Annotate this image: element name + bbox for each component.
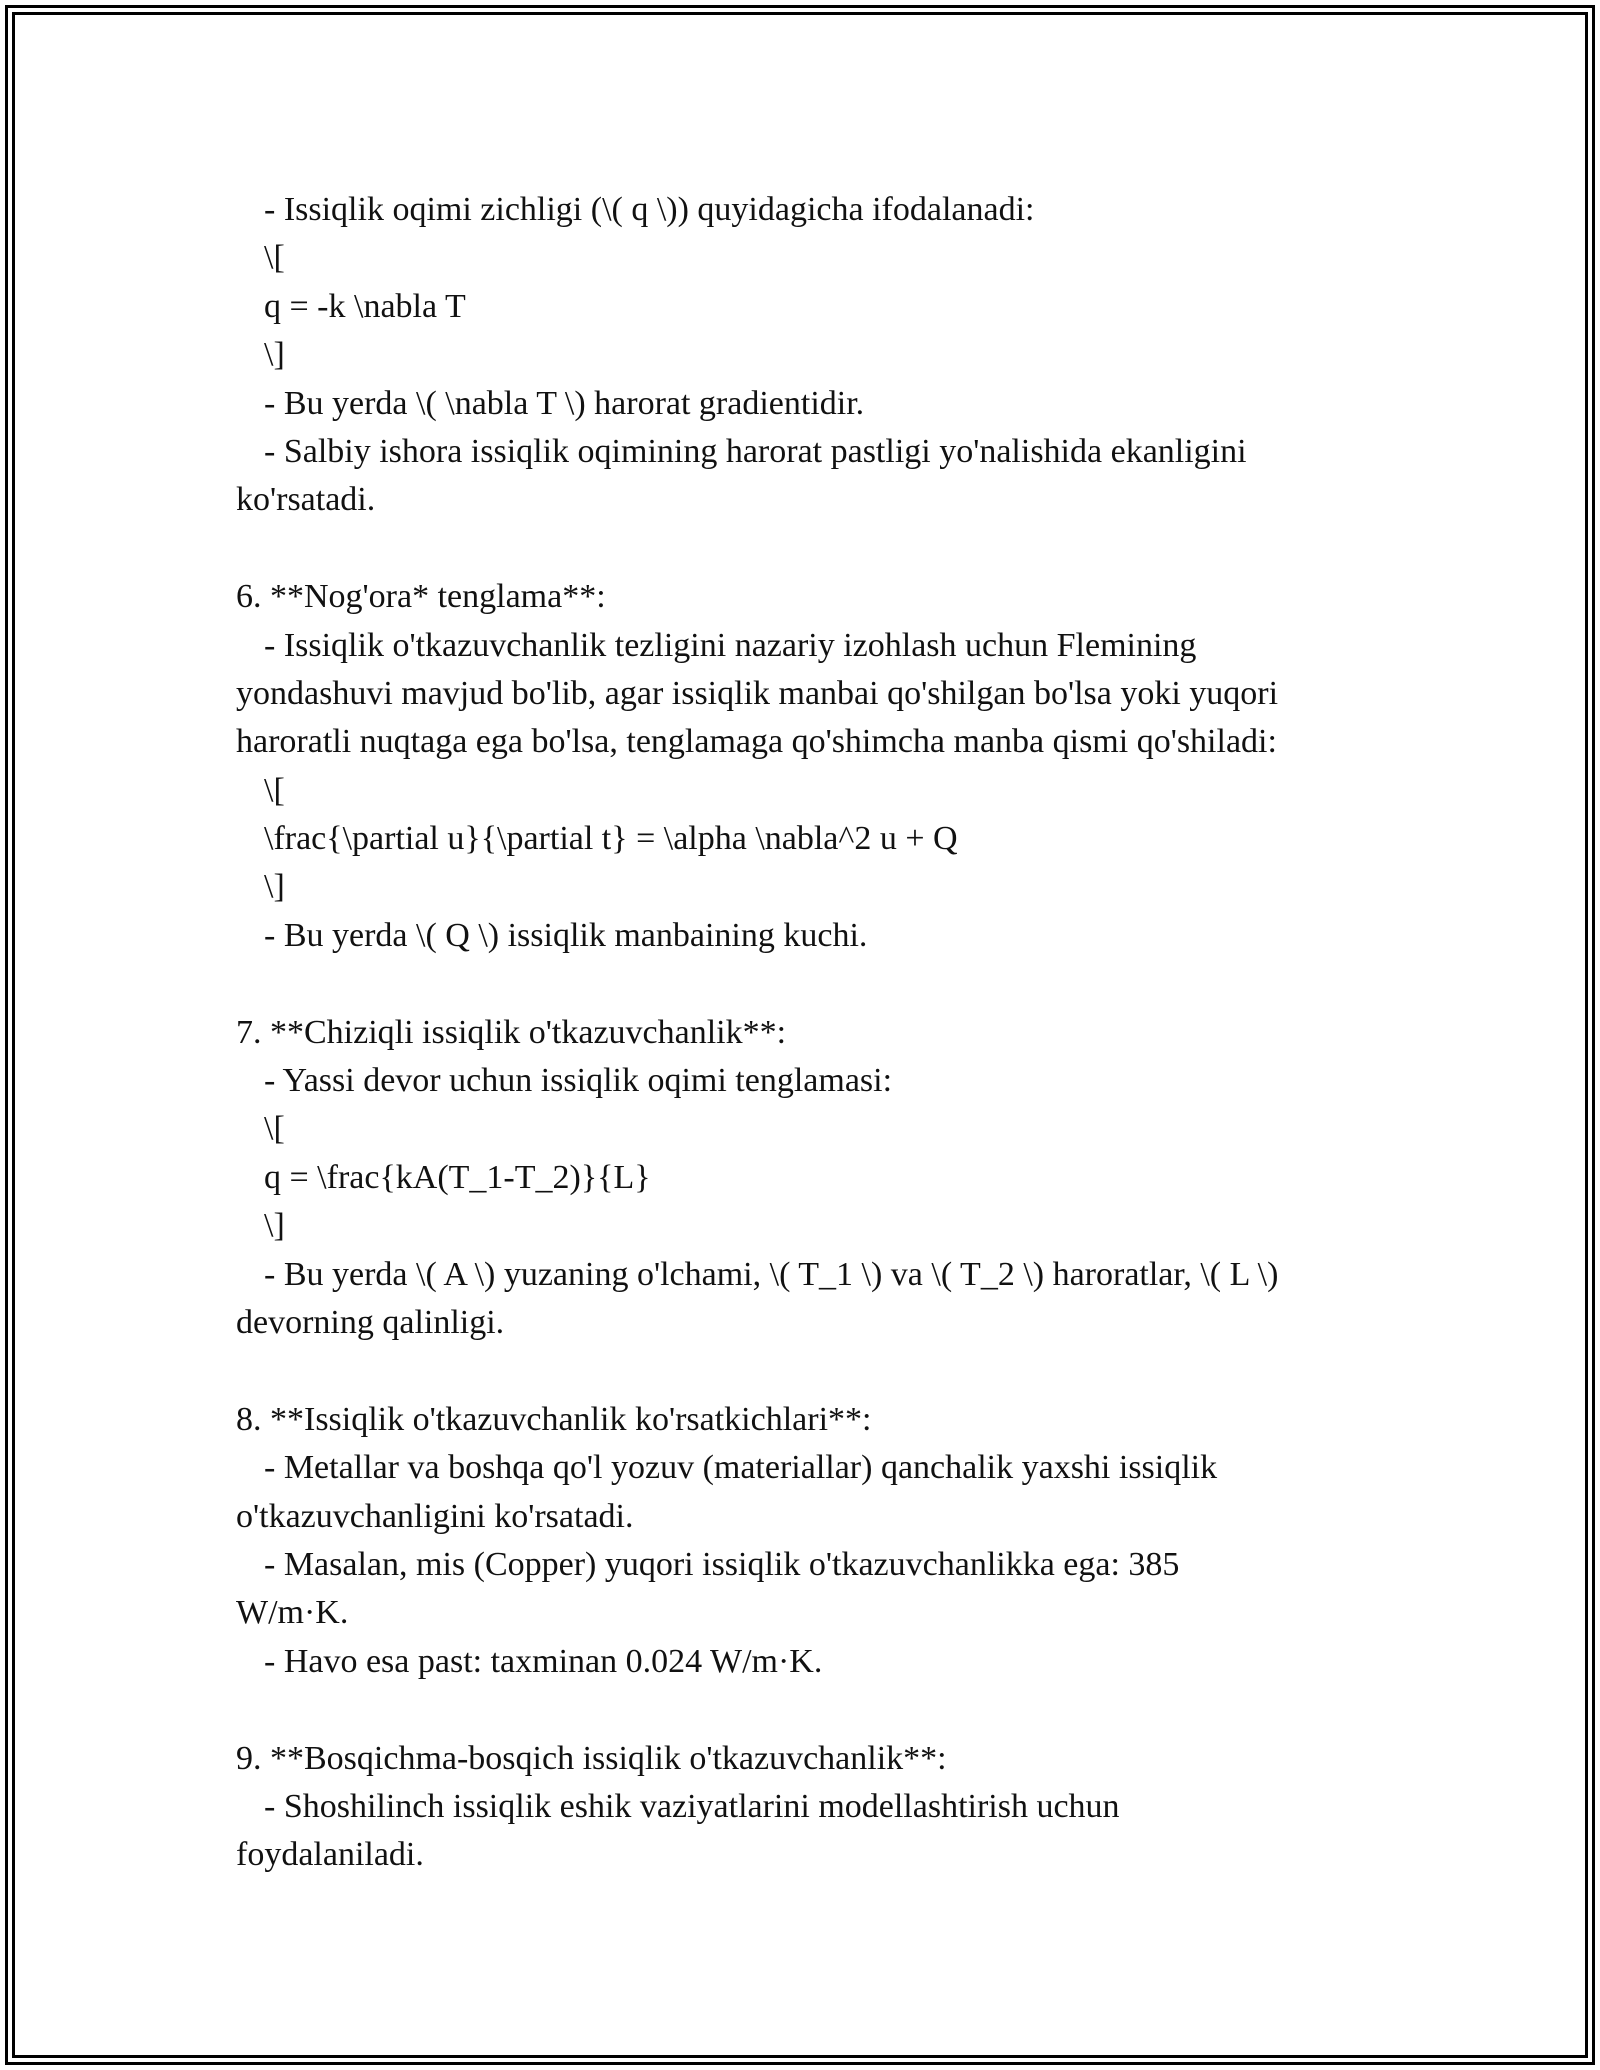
blank-line: [236, 1347, 1386, 1395]
text-line: - Bu yerda \( A \) yuzaning o'lchami, \( T_1 \) va \( T_2 \) haroratlar, \( L \): [264, 1255, 1279, 1293]
blank-line: [236, 960, 1386, 1008]
text-line: - Issiqlik o'tkazuvchanlik tezligini nazariy izohlash uchun Flemining: [264, 626, 1197, 664]
text-line: ko'rsatadi.: [236, 481, 376, 519]
text-line: - Yassi devor uchun issiqlik oqimi tenglamasi:: [264, 1062, 893, 1100]
text-line: \]: [264, 336, 285, 374]
text-line: - Issiqlik oqimi zichligi (\( q \)) quyidagicha ifodalanadi:: [264, 191, 1035, 228]
text-line: 8. **Issiqlik o'tkazuvchanlik ko'rsatkichlari**:: [236, 1400, 872, 1438]
text-line: devorning qalinligi.: [236, 1303, 505, 1341]
text-line: o'tkazuvchanligini ko'rsatadi.: [236, 1497, 634, 1535]
text-line: \]: [264, 868, 285, 906]
text-line: 9. **Bosqichma-bosqich issiqlik o'tkazuvchanlik**:: [236, 1739, 947, 1777]
text-line: - Metallar va boshqa qo'l yozuv (materiallar) qanchalik yaxshi issiqlik: [264, 1449, 1218, 1487]
text-line: - Masalan, mis (Copper) yuqori issiqlik o'tkazuvchanlikka ega: 385: [264, 1545, 1180, 1583]
text-line: \]: [264, 1207, 285, 1245]
text-line: haroratli nuqtaga ega bo'lsa, tenglamaga qo'shimcha manba qismi qo'shiladi:: [236, 723, 1277, 761]
text-line: 7. **Chiziqli issiqlik o'tkazuvchanlik**:: [236, 1013, 787, 1051]
text-line: W/m·K.: [236, 1594, 349, 1632]
text-line: \[: [264, 771, 285, 809]
document-body: [236, 186, 1386, 1880]
text-line: 6. **Nog'ora* tenglama**:: [236, 578, 606, 616]
text-line: yondashuvi mavjud bo'lib, agar issiqlik manbai qo'shilgan bo'lsa yoki yuqori: [236, 674, 1279, 712]
text-line: \frac{\partial u}{\partial t} = \alpha \nabla^2 u + Q: [264, 820, 958, 858]
text-line: - Shoshilinch issiqlik eshik vaziyatlarini modellashtirish uchun: [264, 1787, 1120, 1825]
text-line: q = -k \nabla T: [264, 287, 466, 325]
text-line: q = \frac{kA(T_1-T_2)}{L}: [264, 1158, 651, 1196]
text-line: - Havo esa past: taxminan 0.024 W/m·K.: [264, 1642, 823, 1680]
text-line: \[: [264, 239, 285, 277]
text-line: - Salbiy ishora issiqlik oqimining harorat pastligi yo'nalishida ekanligini: [264, 432, 1247, 470]
text-line: - Bu yerda \( \nabla T \) harorat gradientidir.: [264, 384, 865, 422]
text-line: \[: [264, 1110, 285, 1148]
blank-line: [236, 1686, 1386, 1734]
blank-line: [236, 525, 1386, 573]
text-line: - Bu yerda \( Q \) issiqlik manbaining kuchi.: [264, 916, 868, 954]
text-line: foydalaniladi.: [236, 1836, 424, 1874]
